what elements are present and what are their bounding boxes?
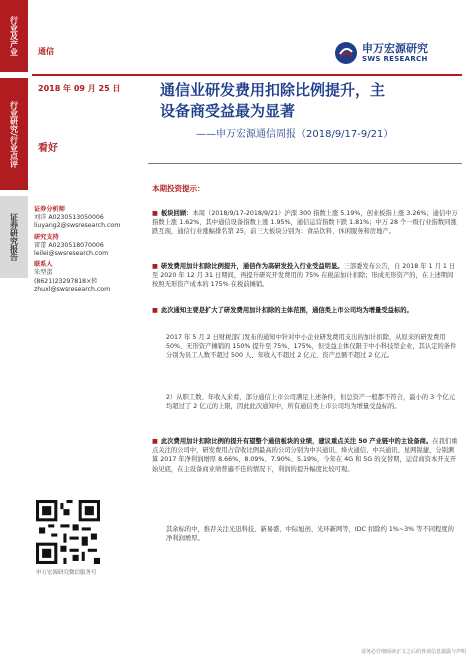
qr-code-icon: [36, 500, 100, 564]
bullet-scope-expansion: [152, 306, 458, 315]
bullet-text: 本周（2018/9/17-2018/9/21）沪深 300 指数上涨 5.19%，创业板指上涨 3.26%；通信中万指数上涨 1.62%，其中通信设备指数上涨 1.95%，通信运营指数下跌 1.81%；中万 28 个一级行业指数同涨跌互现，通信行业涨幅排名第 25，前三大板块分别为：食品饮料、休闲服务和房地产。: [152, 210, 458, 236]
bullet-equipment-vendors: [152, 437, 458, 474]
bullet-marker-icon: ■: [152, 263, 158, 270]
sidebar-report-type: 行业研究/行业点评: [0, 78, 28, 190]
title-line-1: 通信业研发费用扣除比例提升，主: [160, 81, 386, 99]
logo-chinese-text: 申万宏源研究: [362, 42, 428, 55]
bullet-marker-icon: ■: [152, 438, 158, 445]
bullet-text: 三部委发布公告，自 2018 年 1 月 1 日至 2020 年 12 月 31 日期间，再提升研究开发费用的 75% 在税前加计扣除；形成无形资产的，在上述期间按照无形资产成本的 175% 在税前摊销。: [152, 263, 456, 289]
analyst-email[interactable]: liuyang2@swsresearch.com: [34, 222, 121, 230]
analyst-name: 刘洋 A0230513050006: [34, 214, 104, 222]
analyst-label: 证券分析师: [34, 206, 65, 213]
contact-label: 联系人: [34, 261, 53, 269]
support-email[interactable]: leilei@swsresearch.com: [34, 250, 109, 258]
sidebar-industry-tag: 行业及产业: [0, 0, 28, 72]
bullet-heading: 板块回顾：: [160, 210, 193, 217]
bullet-heading: 研发费用加计扣除比例提升，通信作为高研发投入行业受益明显。: [160, 263, 344, 270]
header-divider: [32, 74, 462, 76]
company-logo: [334, 34, 464, 72]
contact-phone: (8621)23297818×转: [34, 277, 98, 285]
section-title: 本期投资提示：: [152, 184, 205, 193]
title-divider: [148, 163, 462, 164]
bullet-marker-icon: ■: [152, 307, 158, 314]
qr-caption: 申万宏源研究微信服务号: [36, 570, 97, 576]
bullet-heading: 此次费用加计扣除比例的提升有望整个通信板块的业绩，建议重点关注 50 产业链中的主设备商。: [160, 438, 433, 445]
logo-english-text: SWS RESEARCH: [362, 55, 428, 63]
industry-label: 通信: [38, 47, 54, 56]
contact-email[interactable]: zhuxl@swsresearch.com: [34, 285, 111, 293]
contact-name: 朱型蛋: [34, 269, 53, 277]
disclaimer-footer: 请务必仔细阅读正文之后的各项信息披露与声明: [360, 649, 466, 655]
support-name: 雷蕾 A0230518070006: [34, 241, 104, 249]
report-title: [160, 80, 460, 122]
bullet-rd-deduction: [152, 262, 458, 290]
paragraph-2: 2）从职工数、年收入来看，部分通信上市公司满足上述条件，但总资产一般都不符合，最小的 3 个亿元均超过了 2 亿元的上限，因此此次通知中，所有通信类上市公司均为增量受益标的。: [166, 394, 456, 411]
bullet-text: 在我们重点关注的公司中，研发费用占营收比例最高的公司分别为中兴通讯、烽火通信、中兴通讯、星网锐捷，分别测算 2017 年净利润增厚 8.66%、8.09%、7.90%、5.19%，今年在 4G 和 5G 的交替期，运营商资本开支开始见底，在主设备商业绩普遍不佳的情况下，利润的提升幅度比较可观。: [152, 438, 458, 473]
report-subtitle: ——申万宏源通信周报（2018/9/17-9/21）: [196, 129, 394, 140]
bullet-heading: 此次通知主要是扩大了研发费用加计扣除的主体范围，通信类上市公司均为增量受益标的。: [160, 307, 413, 314]
support-label: 研究支持: [34, 233, 59, 241]
paragraph-1: 2017 年 5 月 2 日财税部门发布的通知中针对中小企业研发费用支出的加计扣除，从原来的研发费用 50%、无形资产摊销的 150% 提升至 75%、175%，但受益主体仅限于中小科技型企业，其认定的条件分别为员工人数不超过 500 人、年收入不超过 2 亿元、资产总额不超过 2 亿元。: [166, 334, 457, 360]
sidebar-report-label: 证券研究报告: [0, 196, 28, 278]
title-line-2: 设备商受益最为显著: [160, 102, 296, 120]
report-date: 2018 年 09 月 25 日: [38, 84, 121, 93]
bullet-marker-icon: ■: [152, 210, 158, 217]
bullet-sector-review: [152, 209, 458, 237]
paragraph-3: 其余标的中，推荐关注光迅科技、新易盛、中际旭创、光环新网等，IDC 扣除约 1%~3% 等不同程度的净利润增厚。: [166, 526, 454, 543]
analyst-panel: [34, 206, 146, 294]
rating-label: 看好: [38, 143, 58, 154]
left-sidebar: [0, 0, 28, 670]
logo-mark-icon: [334, 41, 358, 65]
